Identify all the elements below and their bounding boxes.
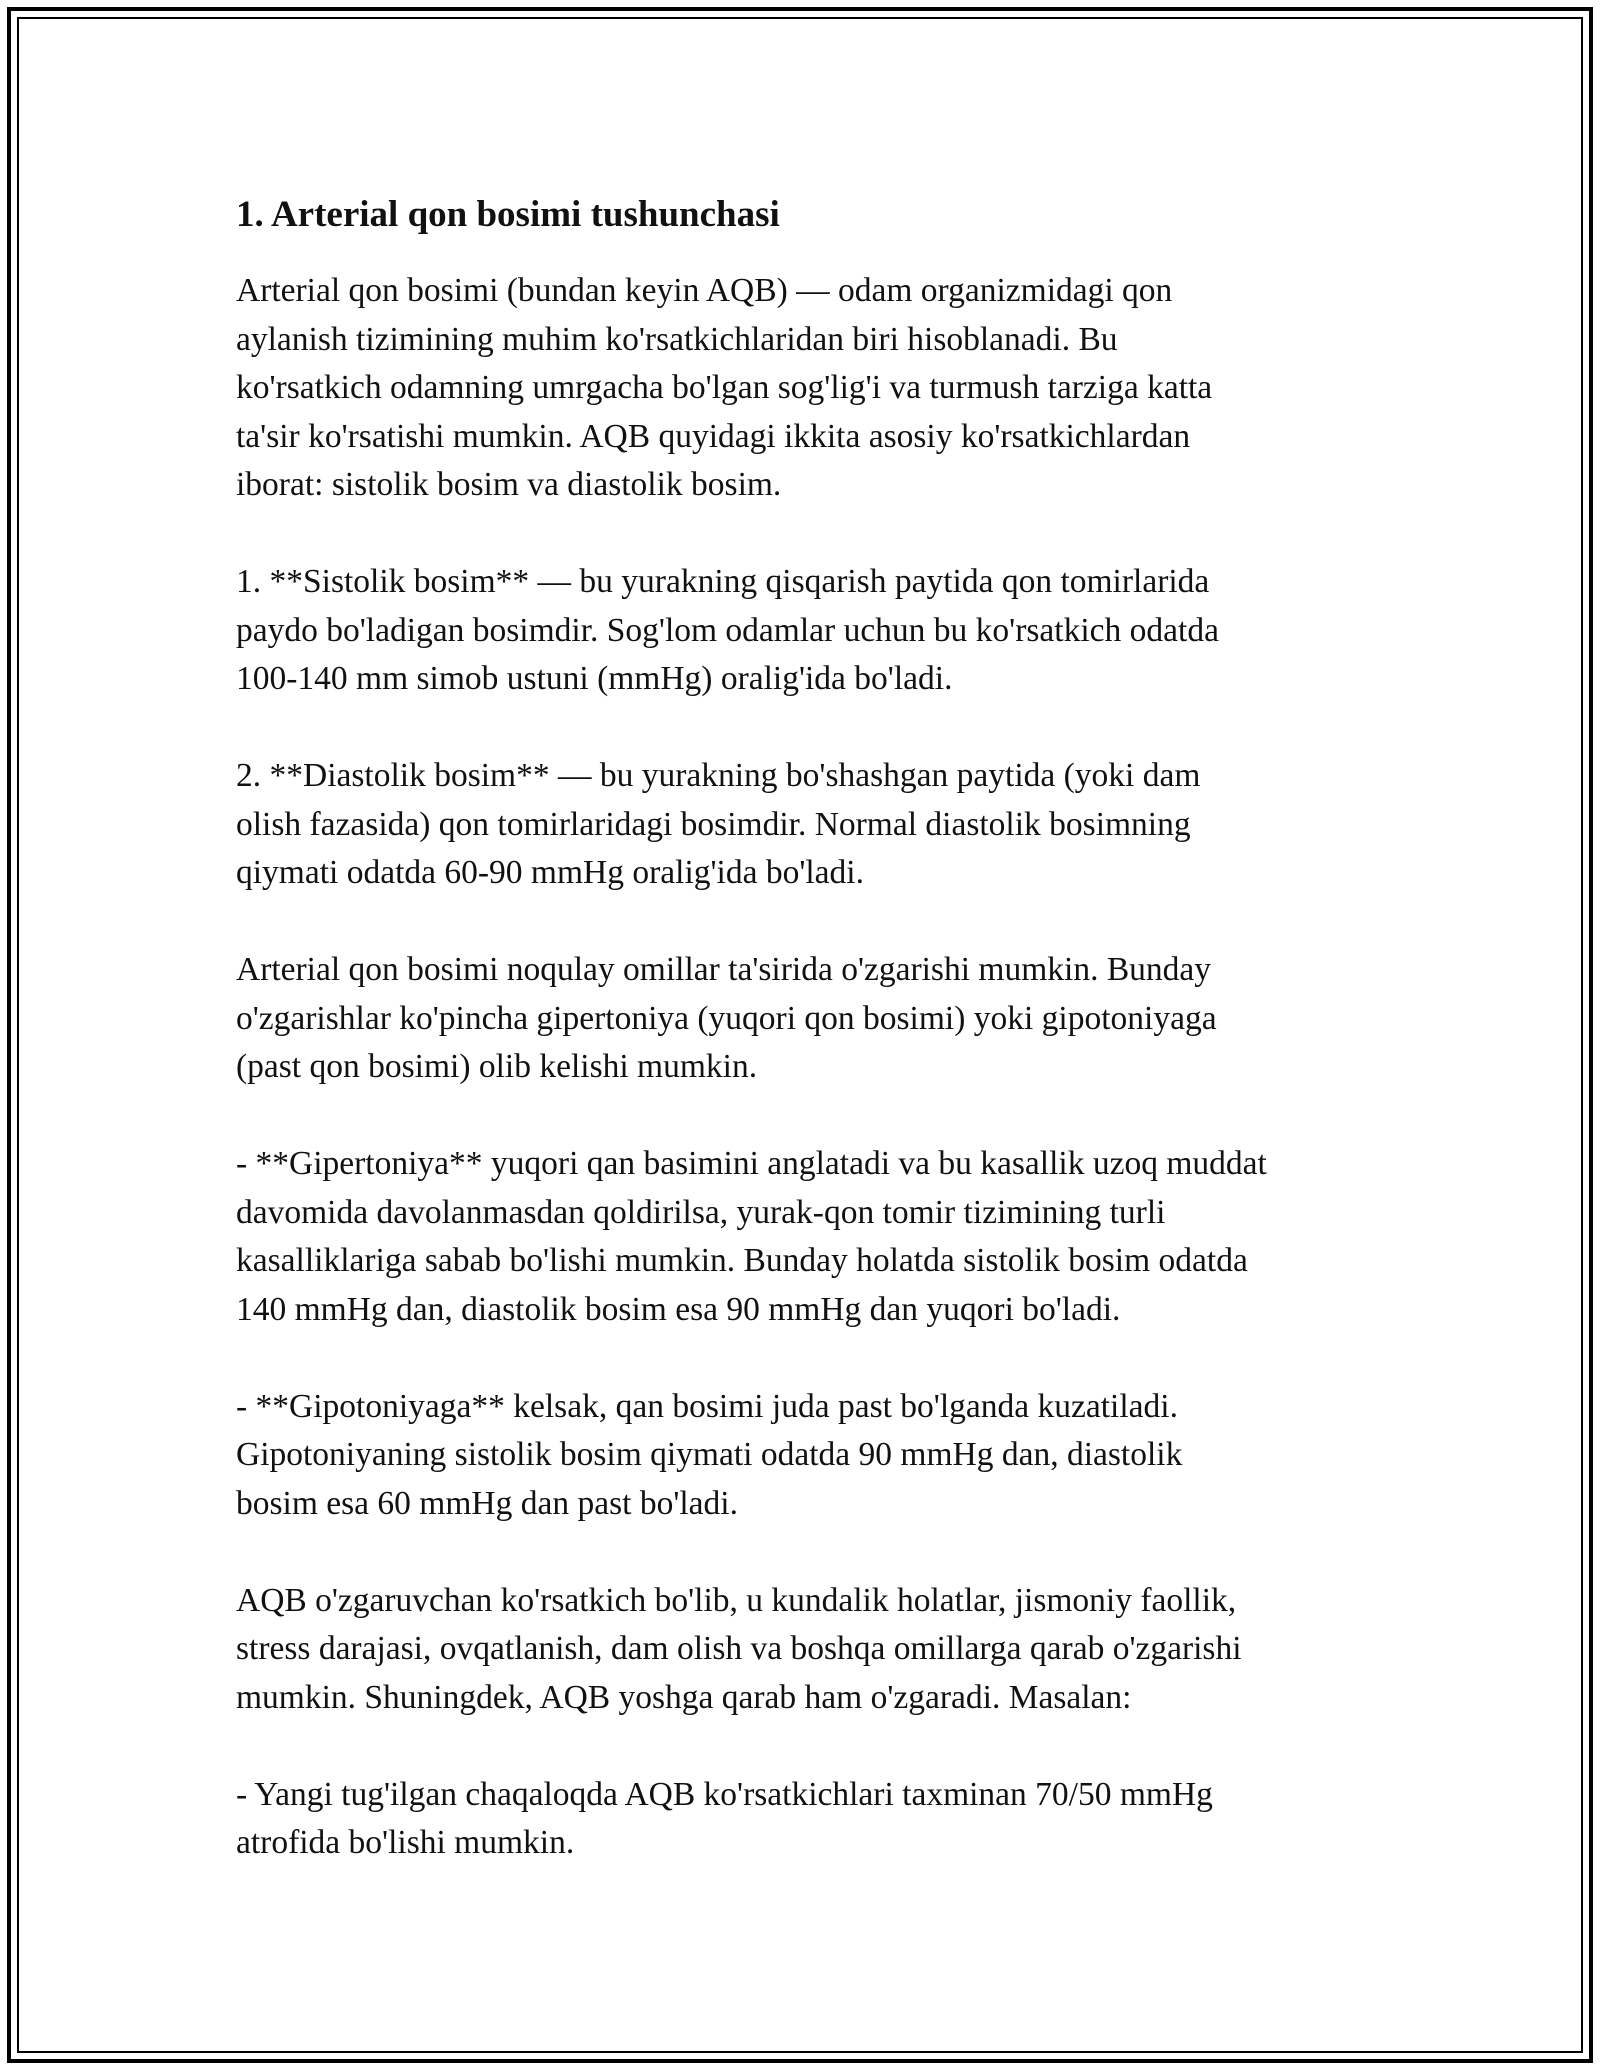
- paragraph-hypertension: - **Gipertoniya** yuqori qan basimini anglatadi va bu kasallik uzoq muddat davomida davolanmasdan qoldirilsa, yurak-qon tomir tizimining turli kasalliklariga sabab bo'lishi mumkin. Bunday holatda sistolik bosim odatda 140 mmHg dan, diastolik bosim esa 90 mmHg dan yuqori bo'ladi.: [236, 1145, 1267, 1328]
- paragraph-systolic: 1. **Sistolik bosim** — bu yurakning qisqarish paytida qon tomirlarida paydo bo'ladigan bosimdir. Sog'lom odamlar uchun bu ko'rsatkich odatda 100-140 mm simob ustuni (mmHg) oralig'ida bo'ladi.: [236, 563, 1219, 697]
- paragraph-newborn: - Yangi tug'ilgan chaqaloqda AQB ko'rsatkichlari taxminan 70/50 mmHg atrofida bo'lishi mumkin.: [236, 1775, 1213, 1861]
- paragraph-changes: Arterial qon bosimi noqulay omillar ta'sirida o'zgarishi mumkin. Bunday o'zgarishlar ko'pincha gipertoniya (yuqori qon bosimi) yoki gipotoniyaga (past qon bosimi) olib kelishi mumkin.: [236, 951, 1217, 1085]
- paragraph-diastolic: 2. **Diastolik bosim** — bu yurakning bo'shashgan paytida (yoki dam olish fazasida) qon tomirlaridagi bosimdir. Normal diastolik bosimning qiymati odatda 60-90 mmHg oralig'ida bo'ladi.: [236, 757, 1201, 891]
- page-title: 1. Arterial qon bosimi tushunchasi: [236, 194, 780, 235]
- paragraph-intro: Arterial qon bosimi (bundan keyin AQB) — odam organizmidagi qon aylanish tizimining muhim ko'rsatkichlaridan biri hisoblanadi. Bu ko'rsatkich odamning umrgacha bo'lgan sog'lig'i va turmush tarziga katta ta'sir ko'rsatishi mumkin. AQB quyidagi ikkita asosiy ko'rsatkichlardan iborat: sistolik bosim va diastolik bosim.: [236, 272, 1213, 503]
- document-body: [236, 183, 1416, 1916]
- paragraph-hypotension: - **Gipotoniyaga** kelsak, qan bosimi juda past bo'lganda kuzatiladi. Gipotoniyaning sistolik bosim qiymati odatda 90 mmHg dan, diastolik bosim esa 60 mmHg dan past bo'ladi.: [236, 1387, 1183, 1522]
- paragraph-variability: AQB o'zgaruvchan ko'rsatkich bo'lib, u kundalik holatlar, jismoniy faollik, stress darajasi, ovqatlanish, dam olish va boshqa omillarga qarab o'zgarishi mumkin. Shuningdek, AQB yoshga qarab ham o'zgaradi. Masalan:: [236, 1581, 1242, 1716]
